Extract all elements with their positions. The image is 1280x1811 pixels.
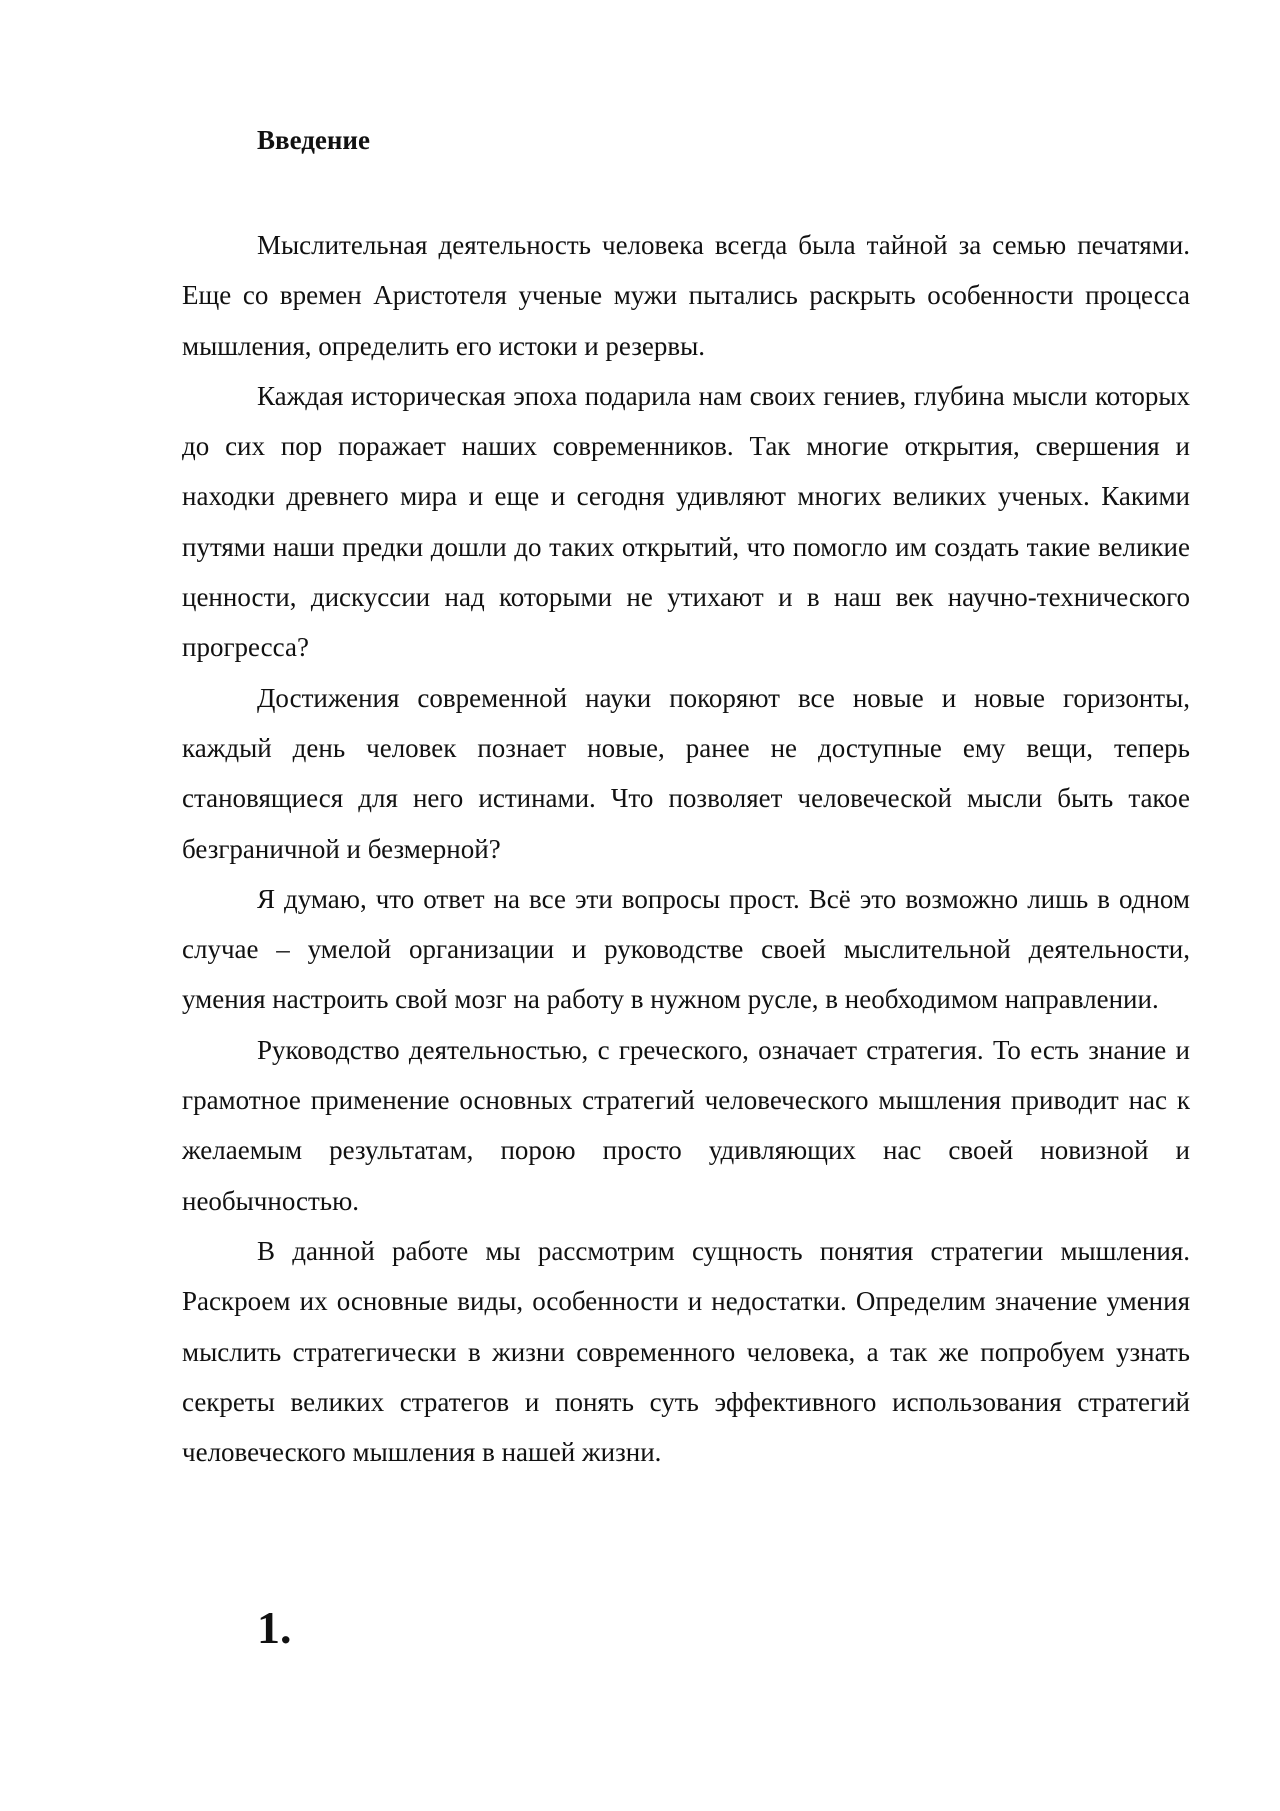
paragraph: Я думаю, что ответ на все эти вопросы прост. Всё это возможно лишь в одном случае – умелой организации и руководстве своей мыслительной деятельности, умения настроить свой мозг на работу в нужном русле, в необходимом направлении. bbox=[182, 883, 1190, 1015]
paragraph: Мыслительная деятельность человека всегда была тайной за семью печатями. Еще со времен Аристотеля ученые мужи пытались раскрыть особенности процесса мышления, определить его истоки и резервы. bbox=[182, 230, 1190, 361]
paragraph: Каждая историческая эпоха подарила нам своих гениев, глубина мысли которых до сих пор поражает наших современников. Так многие открытия, свершения и находки древнего мира и еще и сегодня удивляют многих великих ученых. Какими путями наши предки дошли до таких открытий, что помогло им создать такие великие ценности, дискуссии над которыми не утихают и в наш век научно-технического прогресса? bbox=[182, 380, 1190, 663]
paragraph: Достижения современной науки покоряют все новые и новые горизонты, каждый день человек познает новые, ранее не доступные ему вещи, теперь становящиеся для него истинами. Что позволяет человеческой мысли быть такое безграничной и безмерной? bbox=[182, 682, 1190, 864]
body-text bbox=[182, 220, 1190, 1477]
section-number: 1. bbox=[257, 1602, 292, 1653]
paragraph: Руководство деятельностью, с греческого, означает стратегия. То есть знание и грамотное применение основных стратегий человеческого мышления приводит нас к желаемым результатам, порою просто удивляющих нас своей новизной и необычностью. bbox=[182, 1034, 1190, 1216]
paragraph: В данной работе мы рассмотрим сущность понятия стратегии мышления. Раскроем их основные виды, особенности и недостатки. Определим значение умения мыслить стратегически в жизни современного человека, а так же попробуем узнать секреты великих стратегов и понять суть эффективного использования стратегий человеческого мышления в нашей жизни. bbox=[182, 1235, 1190, 1468]
section-heading: Введение bbox=[257, 125, 370, 155]
